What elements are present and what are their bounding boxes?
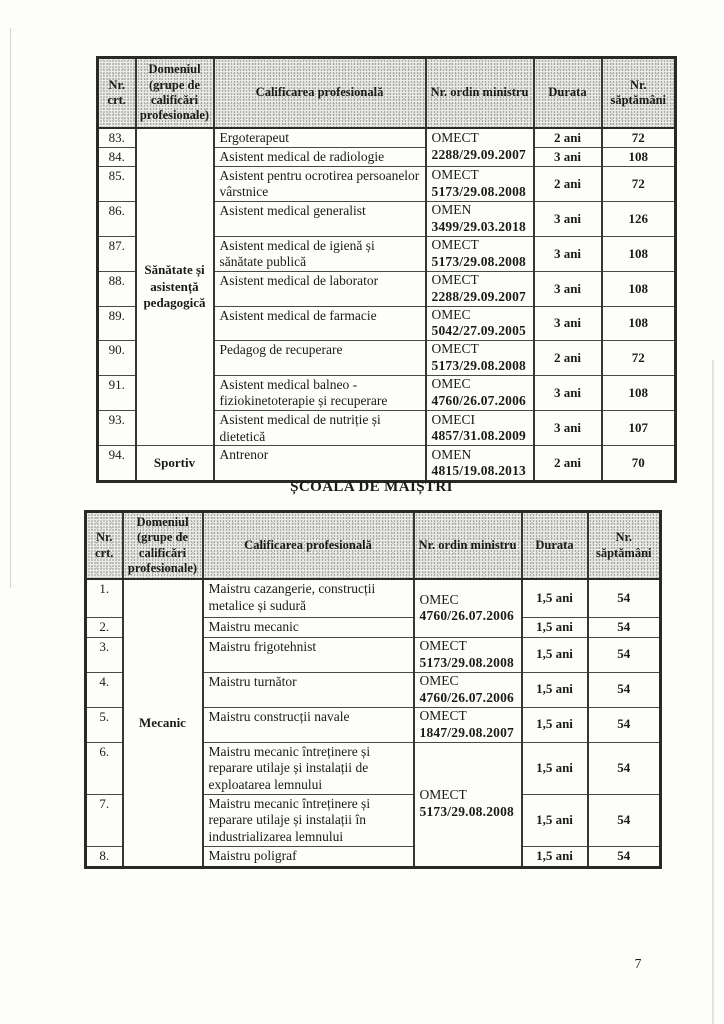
weeks-cell: 126 xyxy=(602,202,676,236)
order-acronym: OMECT xyxy=(431,167,479,183)
weeks-cell: 70 xyxy=(602,446,676,482)
row-number: 4. xyxy=(86,672,123,707)
qualifications-table-scoala-de-maistri xyxy=(84,510,662,869)
order-cell xyxy=(426,375,534,410)
duration-cell: 2 ani xyxy=(534,166,602,201)
order-cell xyxy=(426,236,534,271)
duration-cell: 1,5 ani xyxy=(522,742,588,794)
row-number: 87. xyxy=(98,236,136,271)
weeks-cell: 54 xyxy=(588,672,661,707)
qualification-cell: Maistru construcții navale xyxy=(203,707,414,742)
row-number: 88. xyxy=(98,272,136,306)
duration-cell: 3 ani xyxy=(534,236,602,271)
weeks-cell: 72 xyxy=(602,166,676,201)
row-number: 94. xyxy=(98,446,136,482)
order-number: 5173/29.08.2008 xyxy=(431,357,527,373)
weeks-cell: 108 xyxy=(602,147,676,166)
qualification-cell: Asistent medical de laborator xyxy=(214,272,426,306)
weeks-cell: 72 xyxy=(602,341,676,375)
order-number: 2288/29.09.2007 xyxy=(431,288,527,304)
order-cell xyxy=(426,166,534,201)
order-acronym: OMECT xyxy=(431,341,479,357)
table-row xyxy=(98,128,676,148)
order-acronym: OMECT xyxy=(419,707,467,723)
qualification-cell: Asistent medical generalist xyxy=(214,202,426,236)
order-acronym: OMECT xyxy=(419,637,467,653)
order-cell xyxy=(426,341,534,375)
domain-cell-sportiv: Sportiv xyxy=(136,446,214,482)
header-domeniul: Domeniul (grupe de calificări profesionale) xyxy=(136,58,214,128)
weeks-cell: 54 xyxy=(588,742,661,794)
order-cell xyxy=(426,272,534,306)
row-number: 85. xyxy=(98,166,136,201)
duration-cell: 2 ani xyxy=(534,341,602,375)
row-number: 1. xyxy=(86,579,123,617)
order-acronym: OMECT xyxy=(419,787,467,803)
order-cell xyxy=(426,446,534,482)
order-acronym: OMEC xyxy=(431,306,471,322)
duration-cell: 1,5 ani xyxy=(522,637,588,672)
qualification-cell: Ergoterapeut xyxy=(214,128,426,148)
order-number: 4815/19.08.2013 xyxy=(431,463,527,479)
duration-cell: 1,5 ani xyxy=(522,707,588,742)
order-number: 2288/29.09.2007 xyxy=(431,147,527,163)
qualification-cell: Asistent pentru ocrotirea persoanelor vârstnice xyxy=(214,166,426,201)
row-number: 83. xyxy=(98,128,136,148)
weeks-cell: 54 xyxy=(588,794,661,846)
qualification-cell: Asistent medical de radiologie xyxy=(214,147,426,166)
order-number: 5042/27.09.2005 xyxy=(431,323,527,339)
domain-cell-sanatate: Sănătate și asistență pedagogică xyxy=(136,128,214,446)
section-title: ȘCOALA DE MAIȘTRI xyxy=(290,479,453,495)
order-cell xyxy=(426,411,534,446)
order-cell xyxy=(414,637,522,672)
weeks-cell: 108 xyxy=(602,375,676,410)
header-nr-ordin: Nr. ordin ministru xyxy=(426,58,534,128)
order-number: 4760/26.07.2006 xyxy=(419,689,515,705)
order-acronym: OMECT xyxy=(431,237,479,253)
qualification-cell: Pedagog de recuperare xyxy=(214,341,426,375)
scan-edge-artifact-right xyxy=(712,360,714,1024)
row-number: 5. xyxy=(86,707,123,742)
header-nr-crt: Nr. crt. xyxy=(86,512,123,580)
row-number: 3. xyxy=(86,637,123,672)
weeks-cell: 108 xyxy=(602,236,676,271)
row-number: 8. xyxy=(86,846,123,867)
order-acronym: OMEC xyxy=(431,376,471,392)
duration-cell: 3 ani xyxy=(534,411,602,446)
qualifications-table-postliceala xyxy=(96,56,677,483)
qualification-cell: Asistent medical de farmacie xyxy=(214,306,426,340)
duration-cell: 2 ani xyxy=(534,128,602,148)
order-number: 4760/26.07.2006 xyxy=(419,608,515,624)
qualification-cell: Maistru mecanic întreținere și reparare utilaje și instalații în industrializarea lemnului xyxy=(203,794,414,846)
row-number: 93. xyxy=(98,411,136,446)
order-acronym: OMECT xyxy=(431,130,479,146)
duration-cell: 3 ani xyxy=(534,375,602,410)
order-cell xyxy=(426,202,534,236)
duration-cell: 3 ani xyxy=(534,147,602,166)
header-durata: Durata xyxy=(522,512,588,580)
order-number: 5173/29.08.2008 xyxy=(431,183,527,199)
weeks-cell: 72 xyxy=(602,128,676,148)
duration-cell: 3 ani xyxy=(534,306,602,340)
order-cell xyxy=(426,306,534,340)
duration-cell: 1,5 ani xyxy=(522,794,588,846)
weeks-cell: 107 xyxy=(602,411,676,446)
row-number: 90. xyxy=(98,341,136,375)
table-header-row xyxy=(98,58,676,128)
order-cell xyxy=(426,128,534,167)
row-number: 89. xyxy=(98,306,136,340)
order-acronym: OMEC xyxy=(419,591,459,607)
header-nr-crt: Nr. crt. xyxy=(98,58,136,128)
row-number: 7. xyxy=(86,794,123,846)
header-calificarea: Calificarea profesională xyxy=(214,58,426,128)
duration-cell: 3 ani xyxy=(534,272,602,306)
row-number: 91. xyxy=(98,375,136,410)
weeks-cell: 54 xyxy=(588,579,661,617)
row-number: 84. xyxy=(98,147,136,166)
duration-cell: 1,5 ani xyxy=(522,672,588,707)
row-number: 86. xyxy=(98,202,136,236)
table-row xyxy=(86,579,661,617)
order-number: 5173/29.08.2008 xyxy=(431,253,527,269)
order-number: 1847/29.08.2007 xyxy=(419,724,515,740)
order-number: 5173/29.08.2008 xyxy=(419,654,515,670)
weeks-cell: 54 xyxy=(588,846,661,867)
duration-cell: 1,5 ani xyxy=(522,579,588,617)
qualification-cell: Maistru poligraf xyxy=(203,846,414,867)
qualification-cell: Maistru cazangerie, construcții metalice și sudură xyxy=(203,579,414,617)
qualification-cell: Asistent medical de nutriție și dietetică xyxy=(214,411,426,446)
qualification-cell: Asistent medical de igienă și sănătate publică xyxy=(214,236,426,271)
qualification-cell: Maistru mecanic xyxy=(203,617,414,637)
duration-cell: 3 ani xyxy=(534,202,602,236)
weeks-cell: 54 xyxy=(588,637,661,672)
order-cell xyxy=(414,579,522,637)
header-saptamani: Nr. săptămâni xyxy=(602,58,676,128)
order-acronym: OMECT xyxy=(431,272,479,288)
header-nr-ordin: Nr. ordin ministru xyxy=(414,512,522,580)
scan-edge-artifact-left xyxy=(10,28,11,588)
qualification-cell: Maistru frigotehnist xyxy=(203,637,414,672)
order-number: 4760/26.07.2006 xyxy=(431,392,527,408)
order-cell xyxy=(414,742,522,867)
duration-cell: 1,5 ani xyxy=(522,846,588,867)
order-acronym: OMEN xyxy=(431,446,472,462)
row-number: 6. xyxy=(86,742,123,794)
order-number: 4857/31.08.2009 xyxy=(431,428,527,444)
duration-cell: 2 ani xyxy=(534,446,602,482)
header-saptamani: Nr. săptămâni xyxy=(588,512,661,580)
table-row xyxy=(98,446,676,482)
page-number: 7 xyxy=(634,956,642,971)
order-acronym: OMEC xyxy=(419,672,459,688)
qualification-cell: Maistru mecanic întreținere și reparare utilaje și instalații de exploatarea lemnului xyxy=(203,742,414,794)
header-calificarea: Calificarea profesională xyxy=(203,512,414,580)
weeks-cell: 54 xyxy=(588,707,661,742)
qualification-cell: Antrenor xyxy=(214,446,426,482)
weeks-cell: 54 xyxy=(588,617,661,637)
order-number: 3499/29.03.2018 xyxy=(431,218,527,234)
header-durata: Durata xyxy=(534,58,602,128)
order-acronym: OMEN xyxy=(431,202,472,218)
qualification-cell: Asistent medical balneo - fiziokinetoterapie și recuperare xyxy=(214,375,426,410)
order-acronym: OMECI xyxy=(431,411,475,427)
row-number: 2. xyxy=(86,617,123,637)
duration-cell: 1,5 ani xyxy=(522,617,588,637)
order-cell xyxy=(414,672,522,707)
qualification-cell: Maistru turnător xyxy=(203,672,414,707)
domain-cell-mecanic: Mecanic xyxy=(123,579,203,867)
table-header-row xyxy=(86,512,661,580)
header-domeniul: Domeniul (grupe de calificări profesionale) xyxy=(123,512,203,580)
order-cell xyxy=(414,707,522,742)
order-number: 5173/29.08.2008 xyxy=(419,804,515,820)
weeks-cell: 108 xyxy=(602,306,676,340)
weeks-cell: 108 xyxy=(602,272,676,306)
